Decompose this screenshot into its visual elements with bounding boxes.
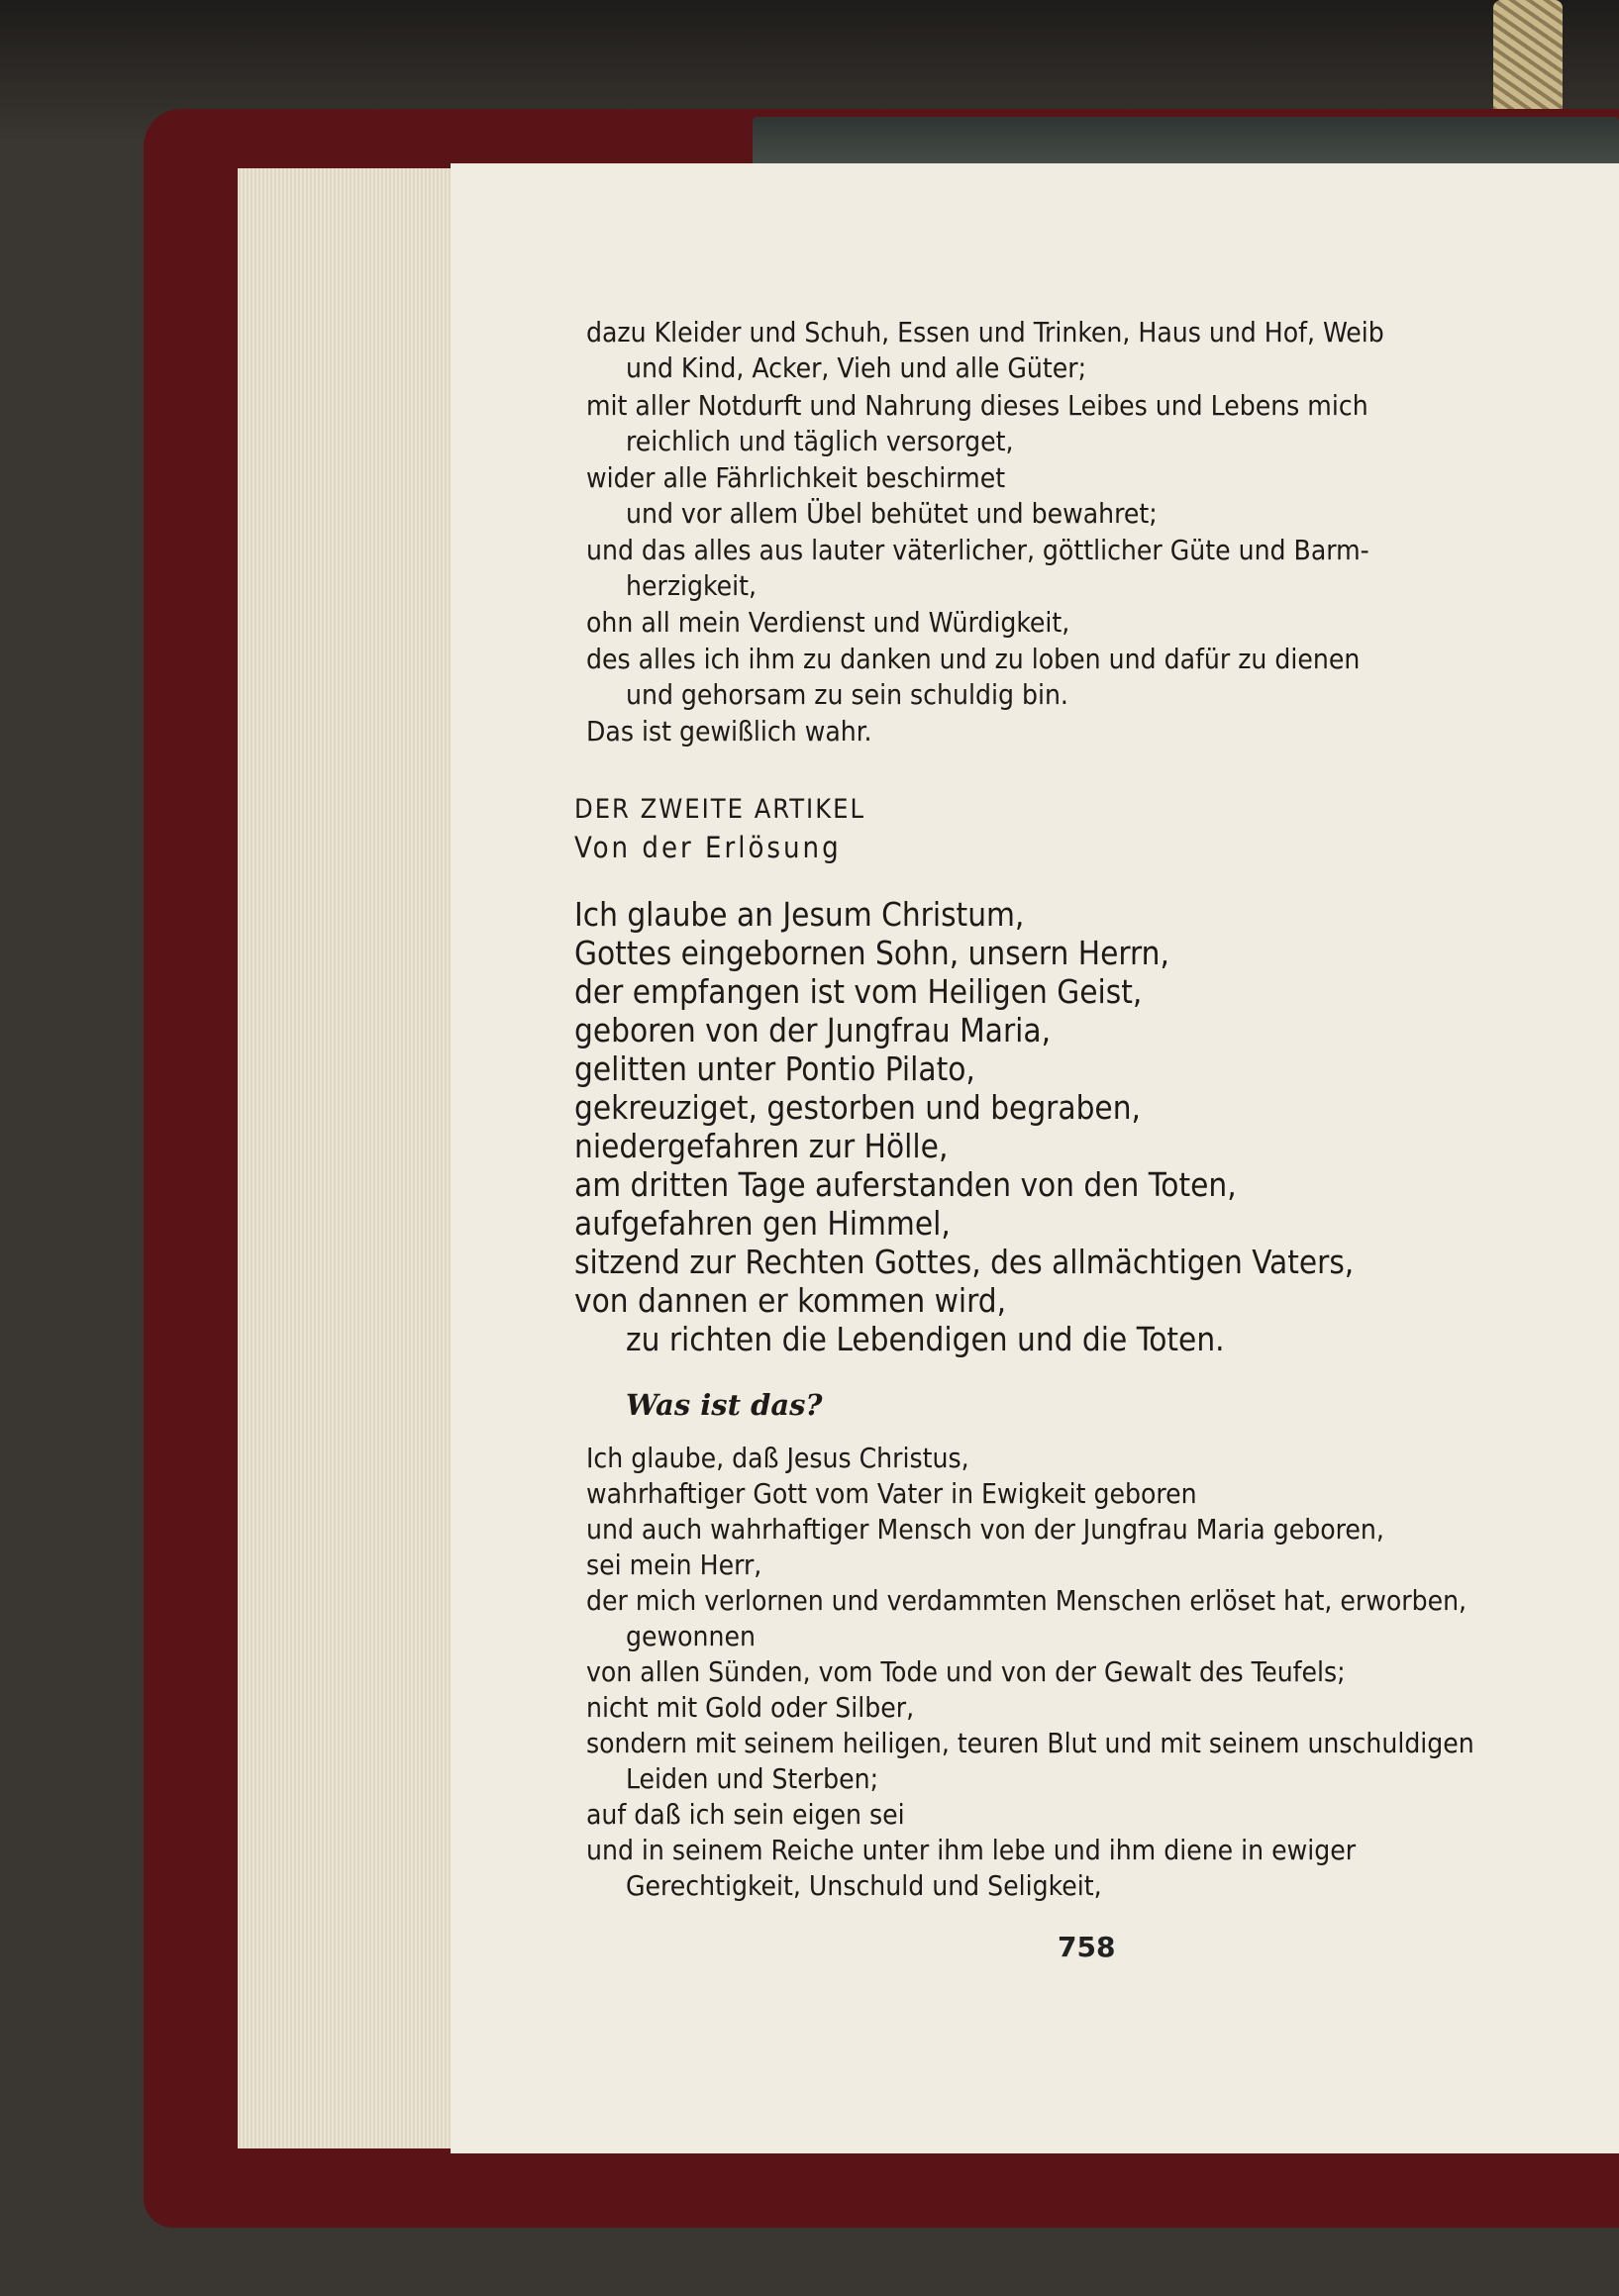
text-line: des alles ich ihm zu danken und zu loben und dafür zu dienen xyxy=(586,643,1361,675)
creed-line: geboren von der Jungfrau Maria, xyxy=(574,1011,1052,1049)
text-line: sei mein Herr, xyxy=(586,1548,762,1581)
text-line: sondern mit seinem heiligen, teuren Blut und mit seinem unschuldigen xyxy=(586,1727,1474,1759)
text-line: Das ist gewißlich wahr. xyxy=(586,715,872,748)
text-line: von allen Sünden, vom Tode und von der Gewalt des Teufels; xyxy=(586,1655,1346,1688)
creed-line: niedergefahren zur Hölle, xyxy=(574,1127,949,1165)
section-heading: DER ZWEITE ARTIKEL xyxy=(574,794,866,825)
creed-line: gelitten unter Pontio Pilato, xyxy=(574,1049,975,1088)
page-number: 758 xyxy=(1058,1931,1116,1963)
text-line: und in seinem Reiche unter ihm lebe und ihm diene in ewiger xyxy=(586,1834,1357,1866)
text-line: ohn all mein Verdienst und Würdigkeit, xyxy=(586,606,1070,639)
text-line: Gerechtigkeit, Unschuld und Seligkeit, xyxy=(626,1869,1102,1902)
text-line: herzigkeit, xyxy=(626,569,758,602)
text-line: und gehorsam zu sein schuldig bin. xyxy=(626,678,1068,711)
text-line: wider alle Fährlichkeit beschirmet xyxy=(586,461,1006,494)
creed-line: von dannen er kommen wird, xyxy=(574,1281,1007,1320)
text-line: auf daß ich sein eigen sei xyxy=(586,1798,905,1831)
creed-line: Gottes eingebornen Sohn, unsern Herrn, xyxy=(574,934,1169,972)
text-line: der mich verlornen und verdammten Menschen erlöset hat, erworben, xyxy=(586,1584,1467,1617)
text-line: reichlich und täglich versorget, xyxy=(626,425,1014,457)
creed-line: sitzend zur Rechten Gottes, des allmächtigen Vaters, xyxy=(574,1243,1355,1281)
creed-line: am dritten Tage auferstanden von den Toten, xyxy=(574,1165,1237,1204)
text-line: und vor allem Übel behütet und bewahret; xyxy=(626,497,1158,530)
text-line: und das alles aus lauter väterlicher, göttlicher Güte und Barm- xyxy=(586,534,1369,566)
creed-line: zu richten die Lebendigen und die Toten. xyxy=(626,1320,1225,1358)
page-edges xyxy=(238,168,455,2148)
text-line: nicht mit Gold oder Silber, xyxy=(586,1691,915,1724)
text-line: dazu Kleider und Schuh, Essen und Trinken, Haus und Hof, Weib xyxy=(586,316,1384,349)
creed-line: Ich glaube an Jesum Christum, xyxy=(574,895,1025,934)
question-heading: Was ist das? xyxy=(626,1388,823,1422)
text-line: Leiden und Sterben; xyxy=(626,1762,879,1795)
text-line: und Kind, Acker, Vieh und alle Güter; xyxy=(626,351,1087,384)
text-line: Ich glaube, daß Jesus Christus, xyxy=(586,1442,969,1474)
creed-line: aufgefahren gen Himmel, xyxy=(574,1204,951,1243)
text-line: wahrhaftiger Gott vom Vater in Ewigkeit geboren xyxy=(586,1477,1197,1510)
section-subheading: Von der Erlösung xyxy=(574,831,842,864)
creed-line: der empfangen ist vom Heiligen Geist, xyxy=(574,972,1143,1011)
text-line: gewonnen xyxy=(626,1620,756,1652)
text-line: und auch wahrhaftiger Mensch von der Jungfrau Maria geboren, xyxy=(586,1513,1384,1546)
creed-line: gekreuziget, gestorben und begraben, xyxy=(574,1088,1141,1127)
text-line: mit aller Notdurft und Nahrung dieses Leibes und Lebens mich xyxy=(586,389,1368,422)
